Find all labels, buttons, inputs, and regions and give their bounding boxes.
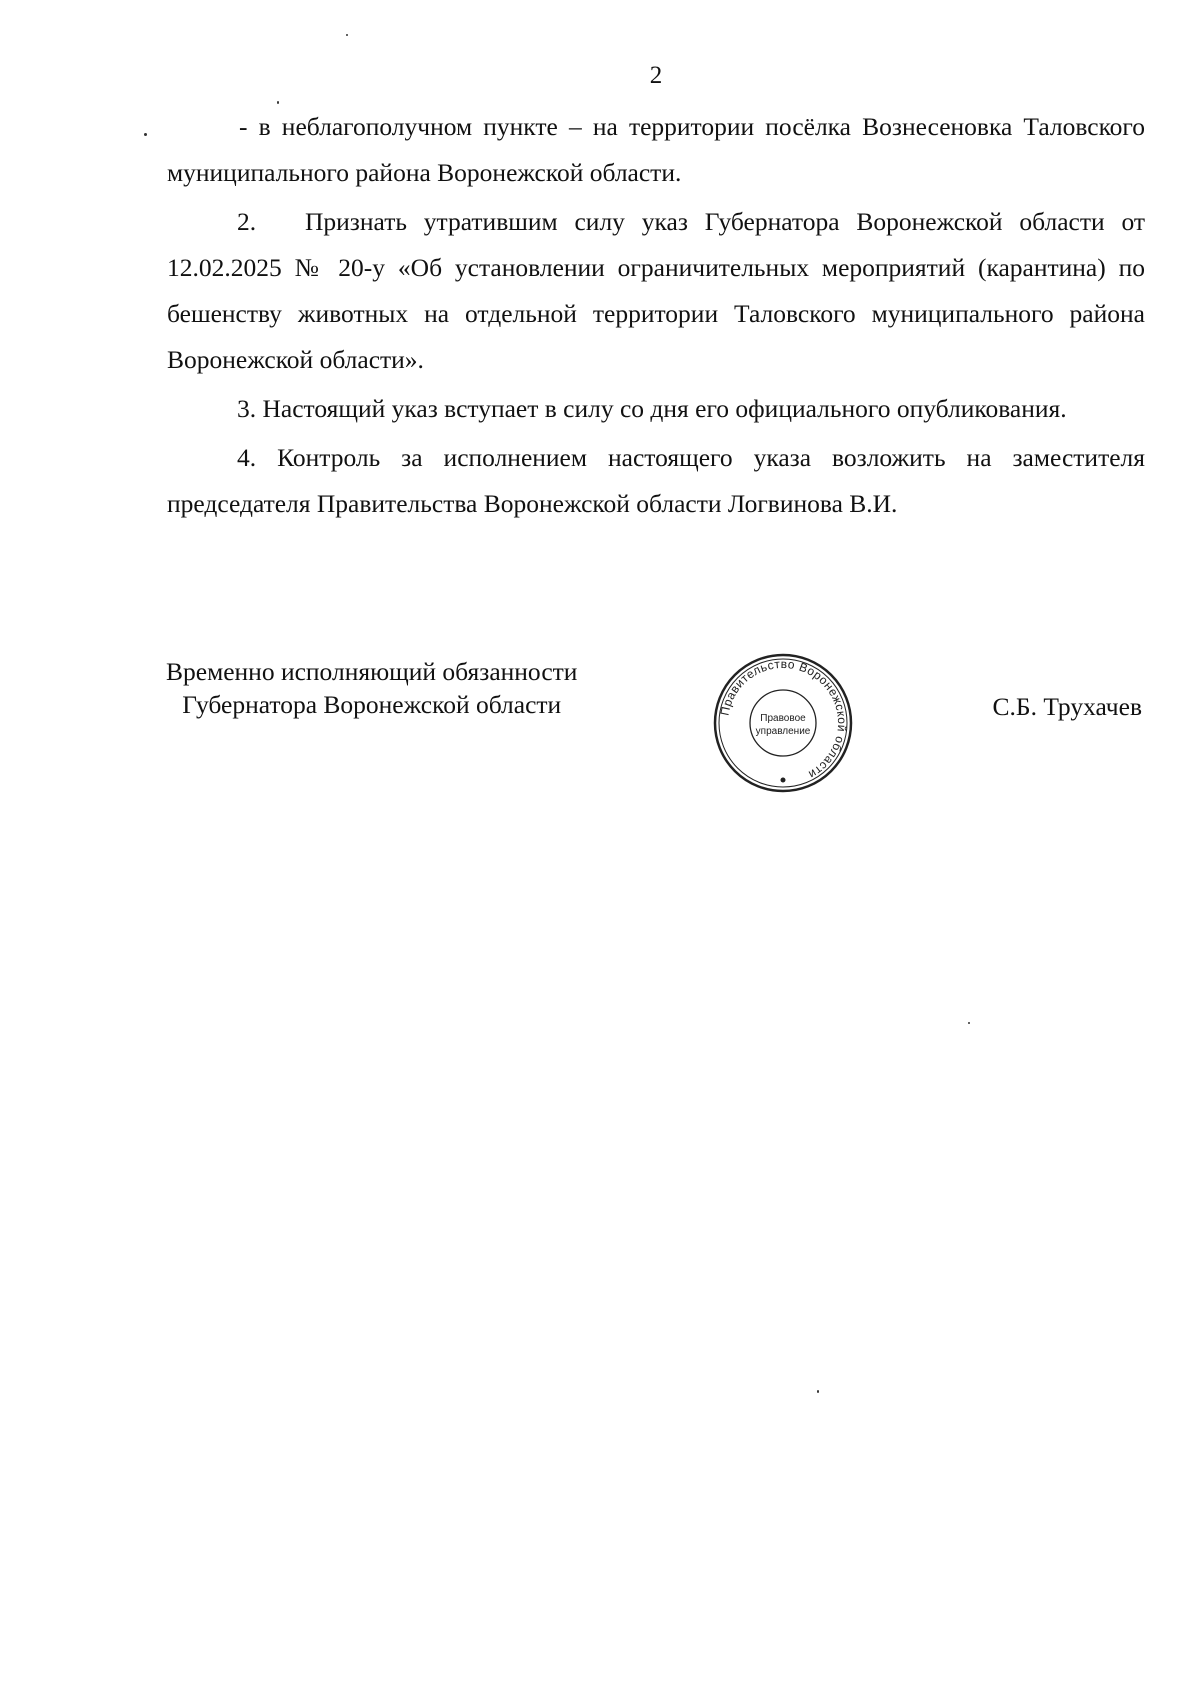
document-body	[167, 104, 1145, 527]
paragraph-3: 3. Настоящий указ вступает в силу со дня его официального опубликования.	[237, 394, 1067, 423]
page-number: 2	[649, 62, 663, 89]
stamp-inner-line1: Правовое	[760, 713, 806, 724]
speck	[144, 133, 147, 136]
paragraph-1-item: - в неблагополучном пункте – на территории посёлка Вознесеновка Таловского муниципального района Воронежской области.	[167, 112, 1145, 187]
signature-position-line1: Временно исполняющий обязанности	[166, 657, 578, 686]
paragraph-2-number: 2.	[237, 207, 257, 236]
signature-position-line2: Губернатора Воронежской области	[182, 690, 562, 719]
paragraph-2-text: Признать утратившим силу указ Губернатора Воронежской области от 12.02.2025 № 20-у «Об установлении ограничительных мероприятий (карантина) по бешенству животных на отдельной территории Таловского муниципального района Воронежской области».	[167, 207, 1145, 374]
speck	[968, 1022, 970, 1024]
paragraph-2	[167, 199, 1145, 383]
official-stamp	[711, 651, 855, 795]
stamp-dot	[781, 778, 786, 783]
speck	[346, 34, 348, 36]
signature-position	[166, 655, 577, 721]
signatory-name: С.Б. Трухачев	[992, 692, 1142, 721]
speck	[817, 1390, 819, 1393]
speck	[277, 101, 279, 104]
stamp-inner-line2: управление	[755, 726, 811, 737]
paragraph-4: 4. Контроль за исполнением настоящего указа возложить на заместителя председателя Правительства Воронежской области Логвинова В.И.	[167, 443, 1145, 518]
stamp-ring-text: Правительство Воронежской области	[717, 656, 850, 782]
